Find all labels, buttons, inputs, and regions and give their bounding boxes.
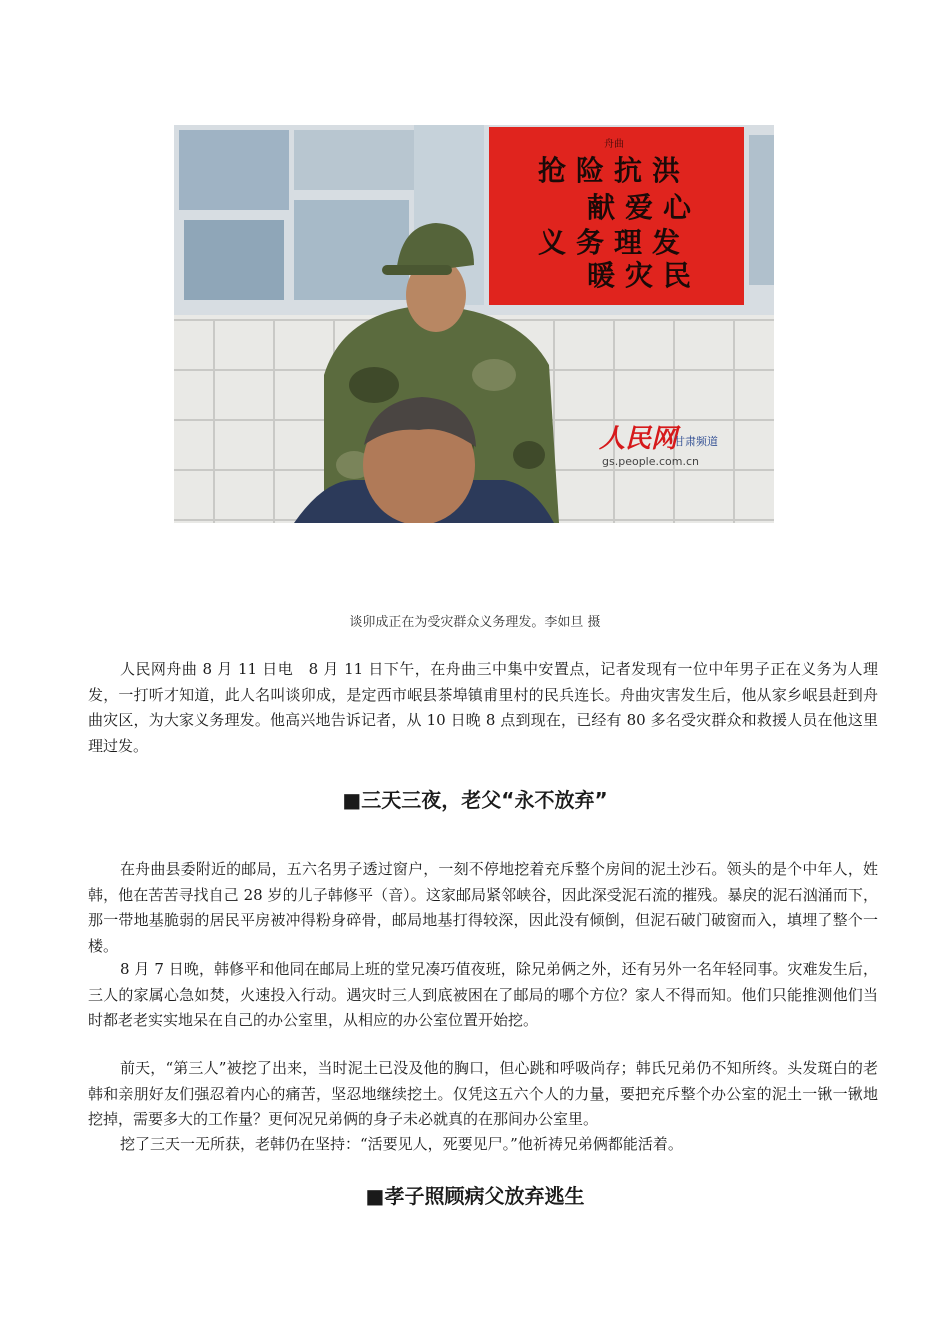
poster-line-4: 暖灾民 xyxy=(586,259,702,292)
news-photo xyxy=(174,125,774,523)
poster-line-1: 抢险抗洪 xyxy=(537,154,691,187)
paragraph-three-days: 挖了三天一无所获，老韩仍在坚持：“活要见人，死要见尸。”他祈祷兄弟俩都能活着。 xyxy=(120,1135,683,1153)
watermark-channel: 甘肃频道 xyxy=(674,435,718,448)
paragraph-third-person: 前天，“第三人”被挖了出来，当时泥土已没及他的胸口，但心跳和呼吸尚存；韩氏兄弟仍不知所终。头发斑白的老韩和亲朋好友们强忍着内心的痛苦，坚忍地继续挖土。仅凭这五六个人的力量，要把充斥整个办公室的泥土一锹一锹地挖掉，需要多大的工作量？更何况兄弟俩的身子未必就真的在那间办公室里。 xyxy=(88,1059,878,1128)
section-heading-1: ■三天三夜，老父“永不放弃” xyxy=(342,788,608,812)
paragraph-intro: 人民网舟曲 8 月 11 日电 8 月 11 日下午，在舟曲三中集中安置点，记者发现有一位中年男子正在义务为人理发，一打听才知道，此人名叫谈卯成，是定西市岷县茶埠镇甫里村的民兵连长。舟曲灾害发生后，他从家乡岷县赶到舟曲灾区，为大家义务理发。他高兴地告诉记者，从 10 日晚 8 点到现在，已经有 80 多名受灾群众和救援人员在他这里理过发。 xyxy=(88,660,878,755)
poster-top-text: 舟曲 xyxy=(604,139,624,150)
section-heading-2: ■孝子照顾病父放弃逃生 xyxy=(365,1184,585,1208)
photo-caption: 谈卯成正在为受灾群众义务理发。李如旦 摄 xyxy=(349,615,601,630)
poster-line-2: 献爱心 xyxy=(586,191,702,224)
poster-line-3: 义务理发 xyxy=(537,226,691,259)
watermark-url: gs.people.com.cn xyxy=(602,455,700,468)
paragraph-night-shift: 8 月 7 日晚，韩修平和他同在邮局上班的堂兄凑巧值夜班，除兄弟俩之外，还有另外一名年轻同事。灾难发生后，三人的家属心急如焚，火速投入行动。遇灾时三人到底被困在了邮局的哪个方位？家人不得而知。他们只能推测他们当时都老老实实地呆在自己的办公室里，从相应的办公室位置开始挖。 xyxy=(88,960,878,1029)
paragraph-post-office: 在舟曲县委附近的邮局，五六名男子透过窗户，一刻不停地挖着充斥整个房间的泥土沙石。领头的是个中年人，姓韩，他在苦苦寻找自己 28 岁的儿子韩修平（音）。这家邮局紧邻峡谷，因此深受泥石流的摧残。暴戾的泥石汹涌而下，那一带地基脆弱的居民平房被冲得粉身碎骨，邮局地基打得较深，因此没有倾倒，但泥石破门破窗而入，填埋了整个一楼。 xyxy=(88,860,878,955)
watermark-logo: 人民网 xyxy=(599,424,678,454)
